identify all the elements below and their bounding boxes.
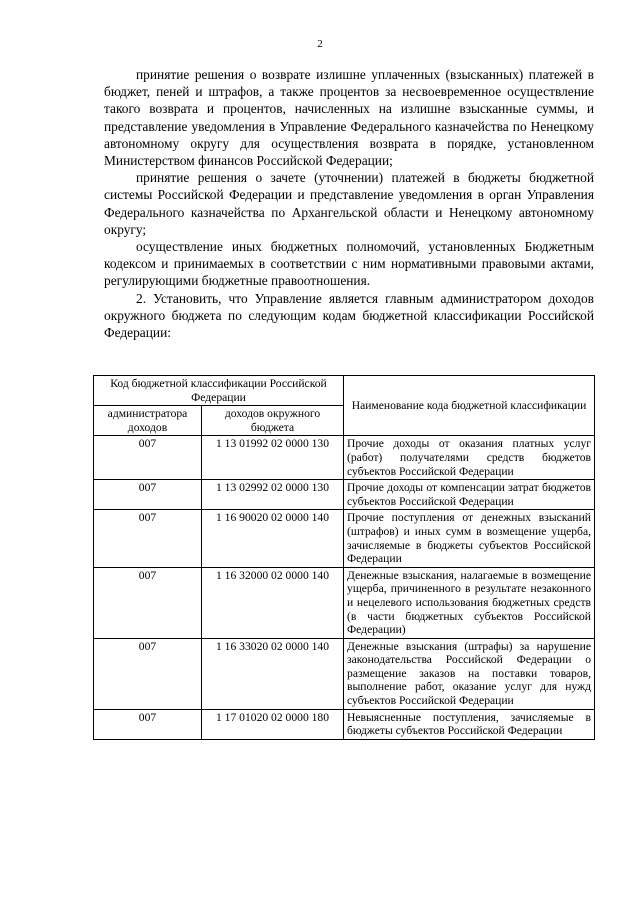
- cell-code-name: Прочие доходы от компенсации затрат бюджетов субъектов Российской Федерации: [344, 480, 595, 510]
- paragraph-other-powers: осуществление иных бюджетных полномочий, установленных Бюджетным кодексом и принимаемых в соответствии с ним нормативными правовыми актами, регулирующими бюджетные правоотношения.: [104, 239, 594, 289]
- cell-income-code: 1 16 32000 02 0000 140: [202, 567, 344, 638]
- table-row: [94, 510, 595, 567]
- cell-admin-code: 007: [94, 436, 202, 480]
- cell-admin-code: 007: [94, 510, 202, 567]
- cell-admin-code: 007: [94, 709, 202, 739]
- cell-income-code: 1 16 90020 02 0000 140: [202, 510, 344, 567]
- cell-admin-code: 007: [94, 638, 202, 709]
- table-row: [94, 638, 595, 709]
- table-row: [94, 436, 595, 480]
- cell-income-code: 1 17 01020 02 0000 180: [202, 709, 344, 739]
- cell-admin-code: 007: [94, 567, 202, 638]
- paragraph-refund-decision: принятие решения о возврате излишне уплаченных (взысканных) платежей в бюджет, пеней и штрафов, а также процентов за несвоевременное осуществление такого возврата и процентов, начисленных на излишне взысканные суммы, и представление уведомления в Управление Федерального казначейства по Ненецкому автономному округу для осуществления возврата в порядке, установленном Министерством финансов Российской Федерации;: [104, 67, 594, 169]
- header-budget-classification-code: Код бюджетной классификации Российской Федерации: [94, 376, 344, 406]
- cell-income-code: 1 13 02992 02 0000 130: [202, 480, 344, 510]
- paragraph-offset-decision: принятие решения о зачете (уточнении) платежей в бюджеты бюджетной системы Российской Федерации и представление уведомления в орган Управления Федерального казначейства по Архангельской области и Ненецкому автономному округу;: [104, 170, 594, 237]
- cell-code-name: Невыясненные поступления, зачисляемые в бюджеты субъектов Российской Федерации: [344, 709, 595, 739]
- header-code-name: Наименование кода бюджетной классификации: [344, 376, 595, 436]
- cell-code-name: Денежные взыскания, налагаемые в возмещение ущерба, причиненного в результате незаконного и нецелевого использования бюджетных средств (в части бюджетных субъектов Российской Федерации): [344, 567, 595, 638]
- table-row: [94, 567, 595, 638]
- table-row: [94, 709, 595, 739]
- body-text: [104, 66, 594, 341]
- table-row: [94, 480, 595, 510]
- page-number: 2: [317, 38, 323, 50]
- cell-code-name: Прочие поступления от денежных взысканий (штрафов) и иных сумм в возмещение ущерба, зачисляемые в бюджеты субъектов Российской Федерации: [344, 510, 595, 567]
- paragraph-administrator-clause: 2. Установить, что Управление является главным администратором доходов окружного бюджета по следующим кодам бюджетной классификации Российской Федерации:: [104, 290, 594, 341]
- header-administrator: администратора доходов: [94, 406, 202, 436]
- budget-classification-table: [93, 375, 595, 740]
- cell-code-name: Денежные взыскания (штрафы) за нарушение законодательства Российской Федерации о размещение заказов на поставки товаров, выполнение работ, оказание услуг для нужд субъектов Российской Федерации: [344, 638, 595, 709]
- cell-income-code: 1 16 33020 02 0000 140: [202, 638, 344, 709]
- cell-code-name: Прочие доходы от оказания платных услуг (работ) получателями средств бюджетов субъектов Российской Федерации: [344, 436, 595, 480]
- cell-admin-code: 007: [94, 480, 202, 510]
- cell-income-code: 1 13 01992 02 0000 130: [202, 436, 344, 480]
- header-district-income: доходов окружного бюджета: [202, 406, 344, 436]
- table-header-row: [94, 376, 595, 406]
